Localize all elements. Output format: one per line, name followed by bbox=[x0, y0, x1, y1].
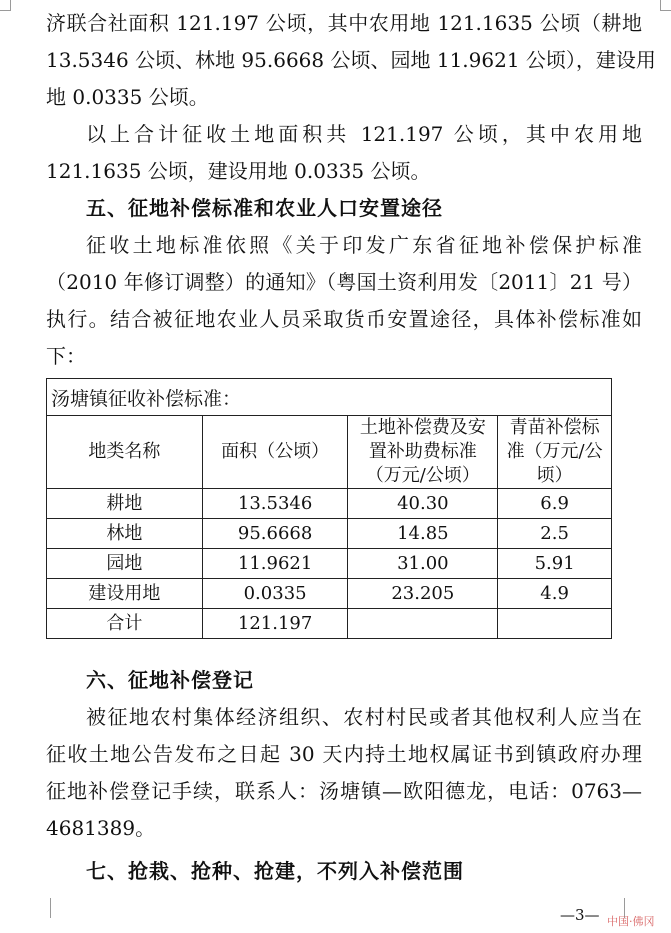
table-cell: 合计 bbox=[47, 609, 203, 639]
section-heading-6: 六、征地补偿登记 bbox=[86, 668, 254, 692]
section-heading-7: 七、抢栽、抢种、抢建，不列入补偿范围 bbox=[86, 859, 464, 883]
table-row-total bbox=[47, 609, 612, 639]
paragraph-line: 121.1635 公顷，建设用地 0.0335 公顷。 bbox=[46, 159, 431, 183]
table-cell: 0.0335 bbox=[202, 579, 348, 609]
table-cell: 2.5 bbox=[498, 519, 612, 549]
table-caption: 汤塘镇征收补偿标准： bbox=[47, 379, 612, 416]
crop-mark-bottom-left bbox=[38, 898, 51, 918]
crop-mark-top-right bbox=[660, 0, 671, 11]
table-cell: 园地 bbox=[47, 549, 203, 579]
table-cell: 建设用地 bbox=[47, 579, 203, 609]
table-cell: 6.9 bbox=[498, 489, 612, 519]
crop-mark-top-left bbox=[0, 0, 11, 11]
table-cell bbox=[348, 609, 498, 639]
paragraph-line: 13.5346 公顷、林地 95.6668 公顷、园地 11.9621 公顷），建设用 bbox=[46, 48, 656, 72]
paragraph-line: 济联合社面积 121.197 公顷，其中农用地 121.1635 公顷（耕地 bbox=[46, 11, 642, 35]
table-cell: 95.6668 bbox=[202, 519, 348, 549]
header-land-type: 地类名称 bbox=[47, 416, 203, 489]
table-row bbox=[47, 579, 612, 609]
paragraph-line: （2010 年修订调整）的通知》（粤国土资利用发〔2011〕21 号） bbox=[46, 270, 642, 294]
table-row bbox=[47, 519, 612, 549]
compensation-table bbox=[46, 378, 612, 639]
site-watermark: 中国·佛冈 bbox=[607, 915, 655, 928]
table-cell bbox=[498, 609, 612, 639]
header-land-compensation: 土地补偿费及安置补助费标准（万元/公顷） bbox=[348, 416, 498, 489]
paragraph-line: 被征地农村集体经济组织、农村村民或者其他权利人应当在 bbox=[86, 705, 642, 729]
paragraph-line: 地 0.0335 公顷。 bbox=[46, 85, 209, 109]
table-cell: 林地 bbox=[47, 519, 203, 549]
table-cell: 4.9 bbox=[498, 579, 612, 609]
paragraph-line: 执行。结合被征地农业人员采取货币安置途径，具体补偿标准如 bbox=[46, 307, 642, 331]
table-cell: 31.00 bbox=[348, 549, 498, 579]
page-number: —3— bbox=[560, 906, 600, 924]
table-cell: 14.85 bbox=[348, 519, 498, 549]
table-cell: 5.91 bbox=[498, 549, 612, 579]
section-heading-5: 五、征地补偿标准和农业人口安置途径 bbox=[86, 196, 443, 220]
header-area: 面积（公顷） bbox=[202, 416, 348, 489]
paragraph-line: 4681389。 bbox=[46, 816, 156, 840]
paragraph-line: 征地补偿登记手续，联系人：汤塘镇—欧阳德龙，电话：0763— bbox=[46, 779, 642, 803]
paragraph-line: 以上合计征收土地面积共 121.197 公顷，其中农用地 bbox=[86, 122, 642, 146]
table-row bbox=[47, 489, 612, 519]
table-cell: 23.205 bbox=[348, 579, 498, 609]
table-cell: 121.197 bbox=[202, 609, 348, 639]
table-row bbox=[47, 549, 612, 579]
table-cell: 11.9621 bbox=[202, 549, 348, 579]
header-crop-compensation: 青苗补偿标准（万元/公顷） bbox=[498, 416, 612, 489]
table-cell: 13.5346 bbox=[202, 489, 348, 519]
table-cell: 耕地 bbox=[47, 489, 203, 519]
paragraph-line: 征收土地公告发布之日起 30 天内持土地权属证书到镇政府办理 bbox=[46, 742, 642, 766]
table-cell: 40.30 bbox=[348, 489, 498, 519]
paragraph-line: 征收土地标准依照《关于印发广东省征地补偿保护标准 bbox=[86, 233, 642, 257]
paragraph-line: 下： bbox=[46, 344, 86, 368]
